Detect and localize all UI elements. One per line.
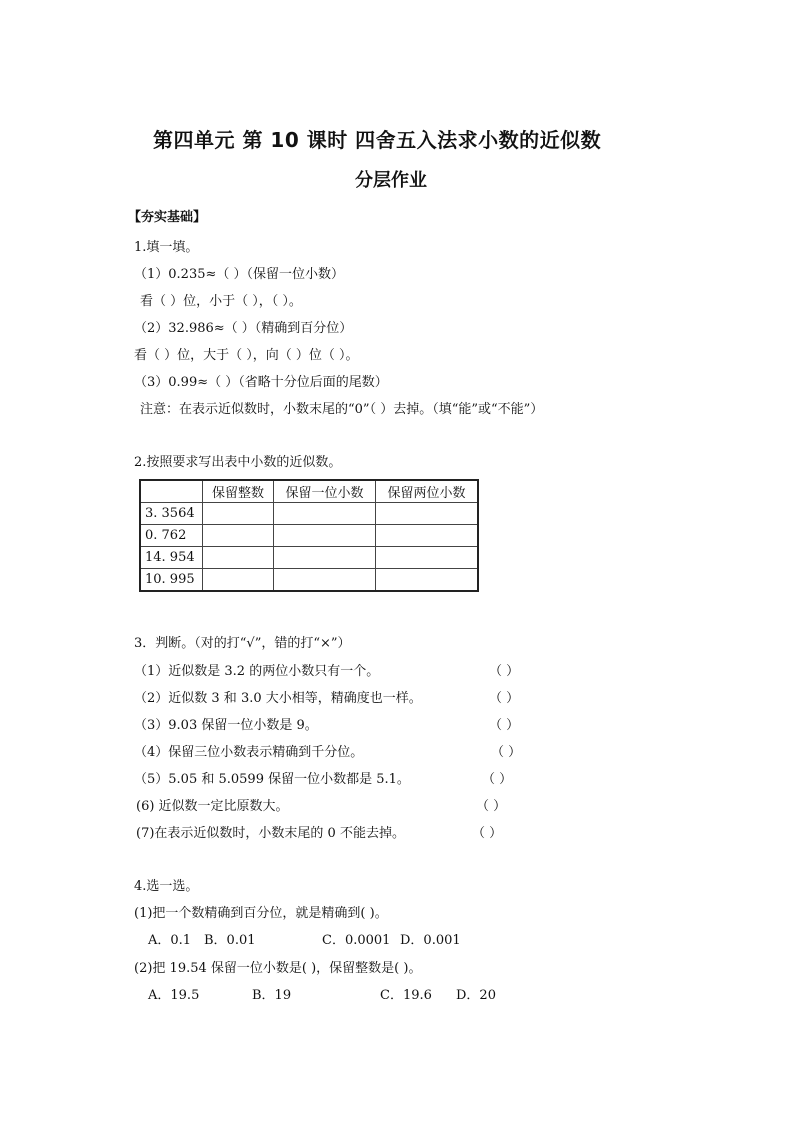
q1-line-4: 看（ ）位，大于（ ），向（ ）位（ ）。: [134, 348, 359, 363]
q1-line-6: 注意：在表示近似数时，小数末尾的“0”（ ）去掉。（填“能”或“不能”）: [140, 402, 544, 417]
approximation-table: [139, 479, 479, 592]
table-cell-blank[interactable]: [376, 525, 479, 547]
q4-p2-option-c[interactable]: C．19.6: [380, 988, 432, 1003]
table-row-label: 3. 3564: [140, 503, 203, 525]
table-row: [140, 547, 478, 569]
q1-line-1: （1）0.235≈（ ）（保留一位小数）: [134, 267, 345, 282]
q3-heading: 3．判断。（对的打“√”，错的打“×”）: [134, 636, 351, 651]
table-cell-blank[interactable]: [274, 569, 376, 592]
q1-heading: 1.填一填。: [134, 240, 199, 255]
table-cell-blank[interactable]: [376, 547, 479, 569]
table-header-integer: 保留整数: [203, 480, 274, 503]
table-row-label: 10. 995: [140, 569, 203, 592]
q3-answer-paren[interactable]: （ ）: [476, 799, 507, 814]
q3-item-1: （1）近似数是 3.2 的两位小数只有一个。: [134, 664, 380, 679]
table-row: [140, 525, 478, 547]
q3-item-7: (7)在表示近似数时，小数末尾的 0 不能去掉。: [136, 826, 405, 841]
q4-heading: 4.选一选。: [134, 879, 199, 894]
q4-p1-option-a[interactable]: A．0.1: [148, 933, 192, 948]
table-cell-blank[interactable]: [376, 569, 479, 592]
table-cell-blank[interactable]: [274, 525, 376, 547]
table-cell-blank[interactable]: [203, 547, 274, 569]
table-header-blank: [140, 480, 203, 503]
page-subtitle: 分层作业: [355, 170, 427, 191]
q3-answer-paren[interactable]: （ ）: [482, 772, 513, 787]
q3-answer-paren[interactable]: （ ）: [472, 826, 503, 841]
q1-line-2: 看（ ）位，小于（ ），（ ）。: [140, 294, 302, 309]
q3-item-3: （3）9.03 保留一位小数是 9。: [134, 718, 318, 733]
q4-p1-option-d[interactable]: D．0.001: [400, 933, 461, 948]
table-row: [140, 503, 478, 525]
q4-p2-option-a[interactable]: A．19.5: [148, 988, 200, 1003]
table-cell-blank[interactable]: [203, 503, 274, 525]
q2-heading: 2.按照要求写出表中小数的近似数。: [134, 455, 342, 470]
q3-item-4: （4）保留三位小数表示精确到千分位。: [134, 745, 364, 760]
q3-answer-paren[interactable]: （ ）: [489, 664, 520, 679]
q4-p2-option-d[interactable]: D．20: [456, 988, 496, 1003]
table-cell-blank[interactable]: [274, 503, 376, 525]
table-row-label: 0. 762: [140, 525, 203, 547]
q4-p2-option-b[interactable]: B．19: [252, 988, 292, 1003]
q3-answer-paren[interactable]: （ ）: [489, 718, 520, 733]
table-header-row: [140, 480, 478, 503]
table-header-two-decimal: 保留两位小数: [376, 480, 479, 503]
q4-problem-1: (1)把一个数精确到百分位，就是精确到( )。: [134, 906, 388, 921]
q3-answer-paren[interactable]: （ ）: [491, 745, 522, 760]
table-cell-blank[interactable]: [274, 547, 376, 569]
page-title: 第四单元 第 10 课时 四舍五入法求小数的近似数: [153, 128, 602, 152]
table-header-one-decimal: 保留一位小数: [274, 480, 376, 503]
q4-problem-2: (2)把 19.54 保留一位小数是( )，保留整数是( )。: [134, 961, 422, 976]
q1-line-5: （3）0.99≈（ ）（省略十分位后面的尾数）: [134, 375, 388, 390]
q3-answer-paren[interactable]: （ ）: [489, 691, 520, 706]
table-cell-blank[interactable]: [376, 503, 479, 525]
table-cell-blank[interactable]: [203, 569, 274, 592]
table-cell-blank[interactable]: [203, 525, 274, 547]
q4-p1-option-c[interactable]: C．0.0001: [322, 933, 391, 948]
q3-item-5: （5）5.05 和 5.0599 保留一位小数都是 5.1。: [134, 772, 410, 787]
table-row-label: 14. 954: [140, 547, 203, 569]
q3-item-6: (6) 近似数一定比原数大。: [136, 799, 289, 814]
section-heading: 【夯实基础】: [128, 210, 207, 225]
table-row: [140, 569, 478, 592]
q3-item-2: （2）近似数 3 和 3.0 大小相等，精确度也一样。: [134, 691, 422, 706]
q1-line-3: （2）32.986≈（ ）（精确到百分位）: [134, 321, 353, 336]
q4-p1-option-b[interactable]: B．0.01: [204, 933, 256, 948]
